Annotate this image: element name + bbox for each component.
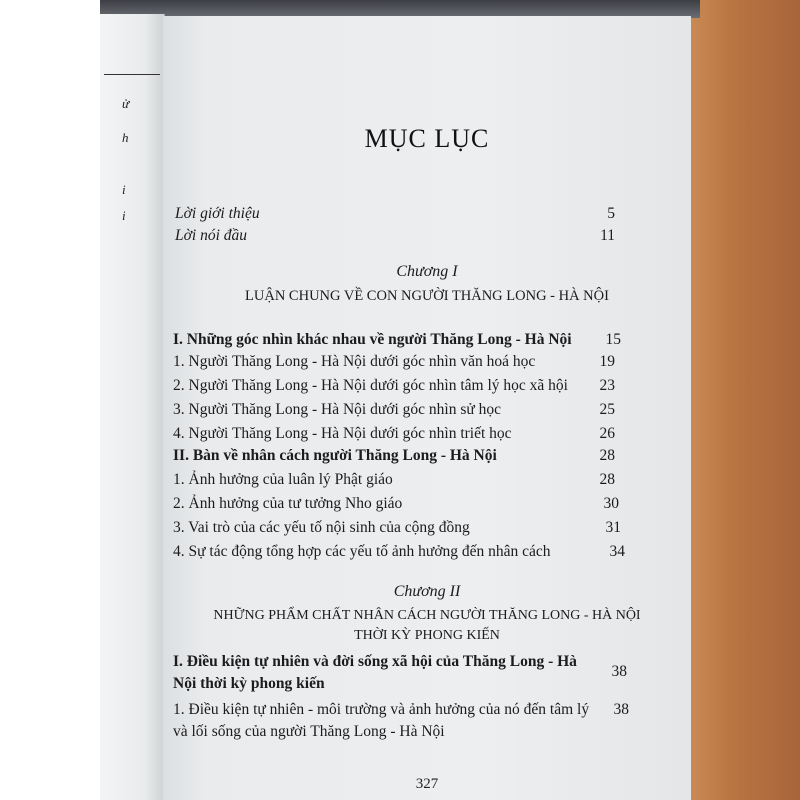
wooden-table: [690, 0, 800, 800]
toc-entry-page: 38: [611, 663, 627, 680]
chapter-heading: Chương I: [396, 263, 458, 280]
toc-entry-page: 30: [603, 495, 619, 512]
toc-entry-label: I. Điều kiện tự nhiên và đời sống xã hội của Thăng Long - Hà: [173, 653, 577, 670]
prev-page-fragment: i: [122, 182, 126, 197]
toc-entry-page: 25: [599, 401, 615, 418]
toc-entry-label: 4. Người Thăng Long - Hà Nội dưới góc nhìn triết học: [173, 425, 512, 442]
toc-entry-label: 3. Người Thăng Long - Hà Nội dưới góc nhìn sử học: [173, 401, 502, 418]
prev-page-fragment: h: [122, 130, 129, 145]
prev-page-rule: [104, 74, 160, 75]
toc-entry-label: 1. Người Thăng Long - Hà Nội dưới góc nhìn văn hoá học: [173, 353, 536, 370]
toc-entry-label: 3. Vai trò của các yếu tố nội sinh của cộng đồng: [173, 519, 470, 536]
toc-entry-label: Nội thời kỳ phong kiến: [173, 675, 325, 692]
prev-page-fragment: i: [122, 208, 126, 223]
toc-entry-label: Lời giới thiệu: [175, 205, 260, 222]
toc-entry-label: 2. Người Thăng Long - Hà Nội dưới góc nhìn tâm lý học xã hội: [173, 377, 568, 394]
toc-entry-label: II. Bàn về nhân cách người Thăng Long - Hà Nội: [173, 447, 497, 464]
toc-entry-label: 1. Ảnh hưởng của luân lý Phật giáo: [173, 471, 393, 488]
toc-entry-label: 2. Ảnh hưởng của tư tưởng Nho giáo: [173, 495, 403, 512]
toc-entry-label: và lối sống của người Thăng Long - Hà Nội: [173, 723, 445, 740]
toc-entry-page: 34: [609, 543, 625, 560]
toc-entry-label: 4. Sự tác động tổng hợp các yếu tố ảnh hưởng đến nhân cách: [173, 543, 551, 560]
toc-entry-page: 38: [613, 701, 629, 718]
toc-entry-page: 23: [599, 377, 615, 394]
toc-entry-label: 1. Điều kiện tự nhiên - môi trường và ảnh hưởng của nó đến tâm lý: [173, 701, 590, 718]
toc-entry-page: 15: [605, 331, 621, 348]
chapter-subtitle: LUẬN CHUNG VỀ CON NGƯỜI THĂNG LONG - HÀ NỘI: [245, 288, 609, 304]
toc-entry-label: I. Những góc nhìn khác nhau về người Thăng Long - Hà Nội: [173, 331, 572, 348]
chapter-subtitle: THỜI KỲ PHONG KIẾN: [354, 628, 500, 643]
toc-entry-page: 26: [599, 425, 615, 442]
toc-entry-page: 5: [607, 205, 615, 222]
toc-entry-page: 19: [599, 353, 615, 370]
toc-entry-page: 31: [605, 519, 621, 536]
chapter-heading: Chương II: [393, 583, 461, 600]
toc-entry-page: 11: [600, 227, 615, 244]
prev-page-fragment: ử: [122, 96, 130, 111]
toc-entry-label: Lời nói đầu: [175, 227, 248, 244]
toc-title: MỤC LỤC: [364, 124, 490, 153]
page-number: 327: [415, 776, 439, 792]
chapter-subtitle: NHỮNG PHẨM CHẤT NHÂN CÁCH NGƯỜI THĂNG LONG - HÀ NỘI: [213, 608, 641, 623]
toc-entry-page: 28: [599, 447, 615, 464]
toc-entry-page: 28: [599, 471, 615, 488]
toc-page: [163, 16, 691, 800]
previous-page-edge: [100, 14, 165, 800]
